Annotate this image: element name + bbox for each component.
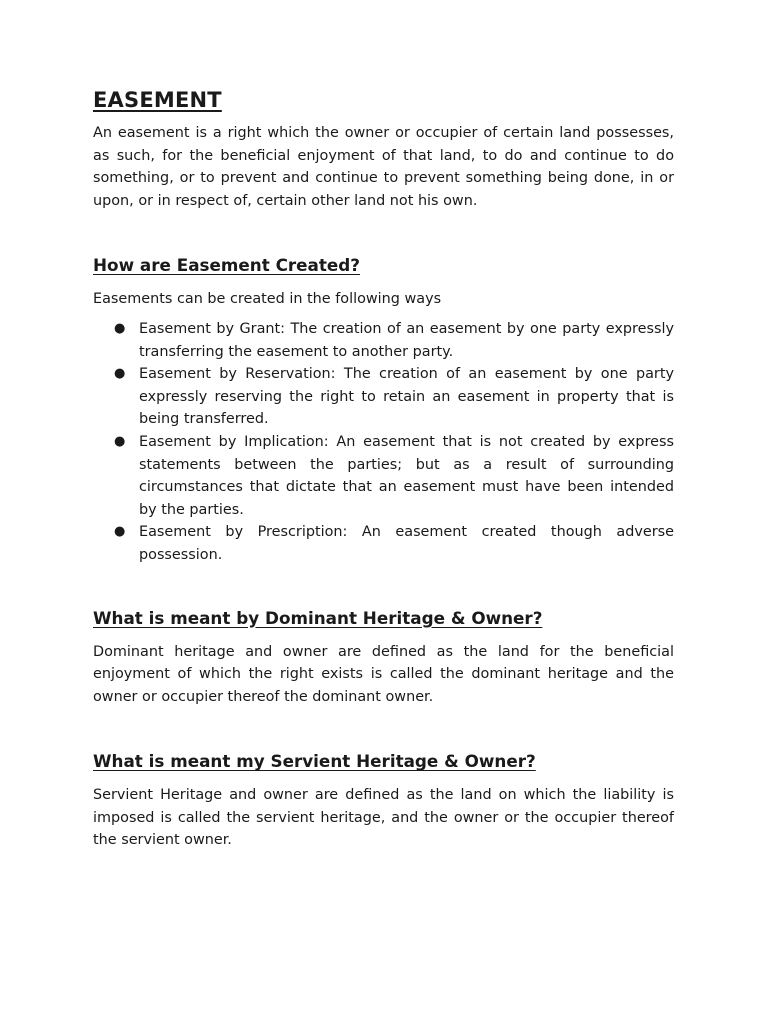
list-item — [114, 431, 674, 521]
section-heading-dominant: What is meant by Dominant Heritage & Owner? — [93, 607, 543, 628]
list-item-text: Easement by Prescription: An easement created though adverse possession. — [139, 524, 674, 563]
bullet-icon: ● — [114, 320, 126, 336]
document-title: EASEMENT — [93, 88, 222, 112]
creation-list — [93, 318, 674, 567]
bullet-icon: ● — [114, 433, 126, 449]
section-heading-creation: How are Easement Created? — [93, 255, 361, 276]
intro-paragraph: An easement is a right which the owner or occupier of certain land possesses, as such, for the beneficial enjoyment of that land, to do and continue to do something, or to prevent and continue to prevent something being done, in or upon, or in respect of, certain other land not his own. — [93, 125, 674, 209]
section-heading-servient: What is meant my Servient Heritage & Owner? — [93, 751, 536, 772]
dominant-paragraph: Dominant heritage and owner are defined as the land for the beneficial enjoyment of which the right exists is called the dominant heritage and the owner or occupier thereof the dominant owner. — [93, 643, 674, 705]
list-item — [114, 318, 674, 363]
list-item-text: Easement by Implication: An easement that is not created by express statements between the parties; but as a result of surrounding circumstances that dictate that an easement must have been intended by the parties. — [139, 433, 674, 518]
list-item — [114, 363, 674, 431]
list-item-text: Easement by Reservation: The creation of an easement by one party expressly reserving the right to retain an easement in property that is being transferred. — [139, 366, 674, 428]
list-item — [114, 521, 674, 566]
creation-lead: Easements can be created in the following ways — [93, 291, 442, 308]
list-item-text: Easement by Grant: The creation of an easement by one party expressly transferring the easement to another party. — [139, 320, 674, 360]
bullet-icon: ● — [114, 524, 126, 540]
servient-paragraph: Servient Heritage and owner are defined as the land on which the liability is imposed is called the servient heritage, and the owner or the occupier thereof the servient owner. — [93, 787, 674, 849]
bullet-icon: ● — [114, 366, 126, 382]
